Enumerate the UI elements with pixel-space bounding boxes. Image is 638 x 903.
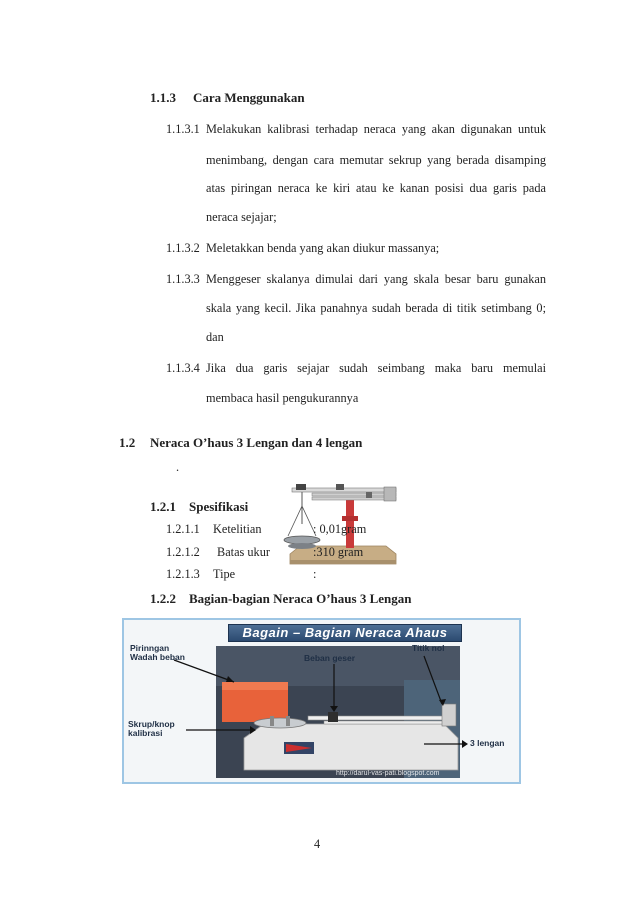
spec-label: Tipe: [213, 567, 236, 581]
spec-value: : 0,01gram: [313, 522, 367, 536]
item-text-line: dan: [206, 330, 224, 344]
section-title: Bagian-bagian Neraca O’haus 3 Lengan: [189, 591, 412, 606]
callout-zero: Titik nol: [412, 643, 445, 653]
item-text-line: atas piringan neraca ke kiri atau ke kanan posisi dua garis pada: [206, 181, 546, 195]
item-text-line: neraca sejajar;: [206, 210, 277, 224]
callout-arms: 3 lengan: [470, 738, 505, 748]
spec-number: 1.2.1.2: [166, 545, 200, 559]
figure-title: Bagain – Bagian Neraca Ahaus: [228, 624, 462, 642]
section-number: 1.2.2: [150, 591, 176, 606]
item-number: 1.1.3.2: [166, 241, 200, 255]
item-number: 1.1.3.1: [166, 122, 200, 136]
spec-value: :310 gram: [313, 545, 364, 559]
callout-screw: Skrup/knop kalibrasi: [128, 719, 175, 738]
callout-rider: Beban geser: [304, 653, 356, 663]
balance-parts-figure: [122, 618, 521, 784]
section-number: 1.2: [119, 435, 136, 450]
spec-number: 1.2.1.3: [166, 567, 200, 581]
spec-value: :: [313, 567, 317, 581]
item-text-line: skala yang kecil. Jika panahnya sudah berada di titik setimbang 0;: [206, 301, 546, 315]
spec-number: 1.2.1.1: [166, 522, 200, 536]
spec-label: Ketelitian: [213, 522, 262, 536]
section-number: 1.1.3: [150, 90, 176, 105]
spec-label: Batas ukur: [217, 545, 270, 559]
section-title: Spesifikasi: [189, 499, 249, 514]
item-number: 1.1.3.4: [166, 361, 200, 375]
item-number: 1.1.3.3: [166, 272, 200, 286]
section-number: 1.2.1: [150, 499, 176, 514]
figure-watermark: http://darul-vas-pati.blogspot.com: [336, 770, 440, 777]
item-text-line: Meletakkan benda yang akan diukur massanya;: [206, 241, 440, 255]
section-title: Cara Menggunakan: [193, 90, 305, 105]
item-text-line: menimbang, dengan cara memutar sekrup yang berada disamping: [206, 153, 546, 167]
item-text-line: Jika dua garis sejajar sudah seimbang maka baru memulai: [206, 361, 546, 375]
item-text-line: membaca hasil pengukurannya: [206, 391, 359, 405]
item-text-line: Melakukan kalibrasi terhadap neraca yang akan digunakan untuk: [206, 122, 546, 136]
stray-dot: .: [176, 460, 180, 474]
item-text-line: Menggeser skalanya dimulai dari yang skala besar baru gunakan: [206, 272, 546, 286]
section-title: Neraca O’haus 3 Lengan dan 4 lengan: [150, 435, 363, 450]
page-number: 4: [314, 837, 321, 851]
callout-pan: Pirinngan Wadah beban: [130, 643, 185, 662]
